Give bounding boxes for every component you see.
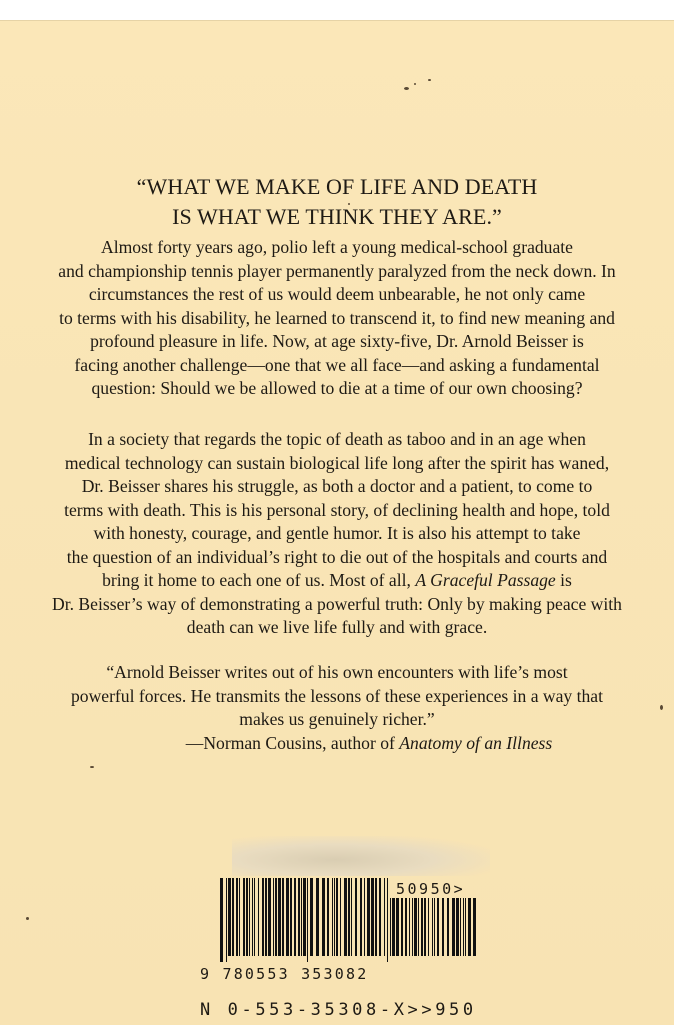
attribution-text: —Norman Cousins, author of xyxy=(185,732,400,753)
text-line: question: Should we be allowed to die at a time of our own choosing? xyxy=(91,378,583,398)
barcode-bar xyxy=(268,878,271,956)
barcode-bar xyxy=(371,878,374,956)
barcode-bar xyxy=(418,898,419,956)
barcode-bar xyxy=(390,898,391,956)
barcode-bar xyxy=(442,898,444,956)
barcode-bar xyxy=(246,878,248,956)
barcode-bar xyxy=(307,878,308,962)
barcode-bar xyxy=(220,878,223,962)
barcode-bar xyxy=(327,878,329,956)
text-line: Almost forty years ago, polio left a young medical-school graduate xyxy=(101,237,573,257)
quote-attribution xyxy=(0,732,674,756)
headline-line: IS WHAT WE THINK THEY ARE.” xyxy=(172,204,502,229)
text-line: In a society that regards the topic of death as taboo and in an age when xyxy=(88,429,586,449)
worn-sticker-residue xyxy=(232,836,490,876)
barcode-bar xyxy=(228,878,231,956)
text-line: medical technology can sustain biological life long after the spirit has waned, xyxy=(64,452,610,473)
endorsement-quote xyxy=(0,661,674,755)
barcode-bar xyxy=(301,878,302,956)
barcode-bar xyxy=(392,898,395,956)
barcode-bar xyxy=(405,898,407,956)
text-line: and championship tennis player permanently paralyzed from the neck down. In xyxy=(58,260,616,281)
barcode-bar xyxy=(303,878,306,956)
text-line: terms with death. This is his personal story, of declining health and hope, told xyxy=(64,499,610,520)
barcode-bar xyxy=(424,898,426,956)
barcode-bar xyxy=(412,898,413,956)
barcode-block xyxy=(200,836,490,1024)
barcode-bar xyxy=(249,878,250,956)
barcode-bar xyxy=(396,898,399,956)
text-line: to terms with his disability, he learned to transcend it, to find new meaning and xyxy=(59,307,615,328)
barcode-bar xyxy=(437,898,439,956)
cited-book-title: Anatomy of an Illness xyxy=(399,732,553,753)
dust-speck xyxy=(428,79,431,81)
barcode-bar xyxy=(290,878,292,956)
barcode-bar xyxy=(236,878,238,956)
headline-line: “WHAT WE MAKE OF LIFE AND DEATH xyxy=(136,174,538,199)
barcode-bar xyxy=(360,878,362,956)
barcode-bar xyxy=(456,898,459,956)
description-paragraph-2 xyxy=(0,428,674,640)
barcode-bar xyxy=(401,898,403,956)
barcode-bar xyxy=(460,898,461,956)
text-line: facing another challenge—one that we all face—and asking a fundamental xyxy=(74,354,600,375)
dust-speck xyxy=(414,83,416,85)
barcode-bar xyxy=(414,898,417,956)
barcode-bar xyxy=(262,878,264,956)
dust-speck xyxy=(90,766,94,768)
barcode-bar xyxy=(316,878,319,956)
addon-digits: 50950> xyxy=(396,880,466,898)
barcode-bar xyxy=(278,878,281,956)
barcode-bar xyxy=(322,878,325,956)
barcode-bar xyxy=(465,898,466,956)
isbn-number: N 0-553-35308-X>>950 xyxy=(200,1000,477,1020)
barcode-bar xyxy=(351,878,352,956)
barcode-bar xyxy=(258,878,259,956)
text-line: circumstances the rest of us would deem unbearable, he not only came xyxy=(88,284,586,304)
barcode-bar xyxy=(355,878,357,956)
barcode-bar xyxy=(275,878,277,956)
text-fragment: is xyxy=(555,570,572,590)
barcode-bar xyxy=(239,878,240,956)
barcode-bar xyxy=(344,878,347,956)
barcode-bar xyxy=(409,898,410,956)
headline-quote xyxy=(0,172,674,232)
barcode-bar xyxy=(336,878,338,956)
barcode-bar xyxy=(367,878,370,956)
barcode-bar xyxy=(428,898,429,956)
barcode-bar xyxy=(226,878,227,962)
text-line: Dr. Beisser shares his struggle, as both a doctor and a patient, to come to xyxy=(81,476,593,496)
barcode-bar xyxy=(452,898,455,956)
barcode-bar xyxy=(421,898,423,956)
barcode-bar xyxy=(340,878,341,956)
barcode-bar xyxy=(375,878,377,956)
text-line xyxy=(0,569,674,593)
barcode-bar xyxy=(243,878,245,956)
text-fragment: bring it home to each one of us. Most of all, xyxy=(102,570,416,590)
barcode-bar xyxy=(282,878,284,956)
text-line: Dr. Beisser’s way of demonstrating a powerful truth: Only by making peace with xyxy=(52,593,622,614)
barcode-bar xyxy=(387,878,388,962)
ean-barcode xyxy=(220,878,392,962)
barcode-bar xyxy=(273,878,274,956)
quote-line: powerful forces. He transmits the lessons of these experiences in a way that xyxy=(70,685,604,706)
barcode-bar xyxy=(463,898,464,956)
barcode-bar xyxy=(384,878,385,956)
text-line: with honesty, courage, and gentle humor. It is also his attempt to take xyxy=(93,523,581,543)
barcode-bar xyxy=(447,898,449,956)
barcode-bar xyxy=(432,898,433,956)
barcode-bar xyxy=(379,878,381,956)
dust-speck xyxy=(26,917,29,920)
barcode-bar xyxy=(332,878,333,956)
barcode-bar xyxy=(434,898,435,956)
barcode-bar xyxy=(310,878,313,956)
description-paragraph-1 xyxy=(0,236,674,401)
dust-speck xyxy=(404,87,409,90)
quote-line: “Arnold Beisser writes out of his own encounters with life’s most xyxy=(106,662,568,682)
barcode-bar xyxy=(473,898,476,956)
barcode-bar xyxy=(265,878,267,956)
barcode-bar xyxy=(364,878,365,956)
barcode-bar xyxy=(348,878,350,956)
barcode-bar xyxy=(254,878,255,956)
text-line: death can we live life fully and with grace. xyxy=(186,617,488,637)
barcode-bar xyxy=(298,878,300,956)
barcode-bar xyxy=(294,878,296,956)
barcode-bar xyxy=(286,878,289,956)
barcode-bar xyxy=(232,878,234,956)
book-title: A Graceful Passage xyxy=(415,570,556,590)
quote-line: makes us genuinely richer.” xyxy=(239,709,435,729)
barcode-digits: 9 780553 353082 xyxy=(200,965,369,983)
barcode-bar xyxy=(468,898,471,956)
text-line: the question of an individual’s right to die out of the hospitals and courts and xyxy=(66,546,608,567)
text-line: profound pleasure in life. Now, at age sixty-five, Dr. Arnold Beisser is xyxy=(90,331,584,351)
price-addon-barcode xyxy=(390,898,480,962)
barcode-bar xyxy=(252,878,253,956)
barcode-bar xyxy=(334,878,335,956)
